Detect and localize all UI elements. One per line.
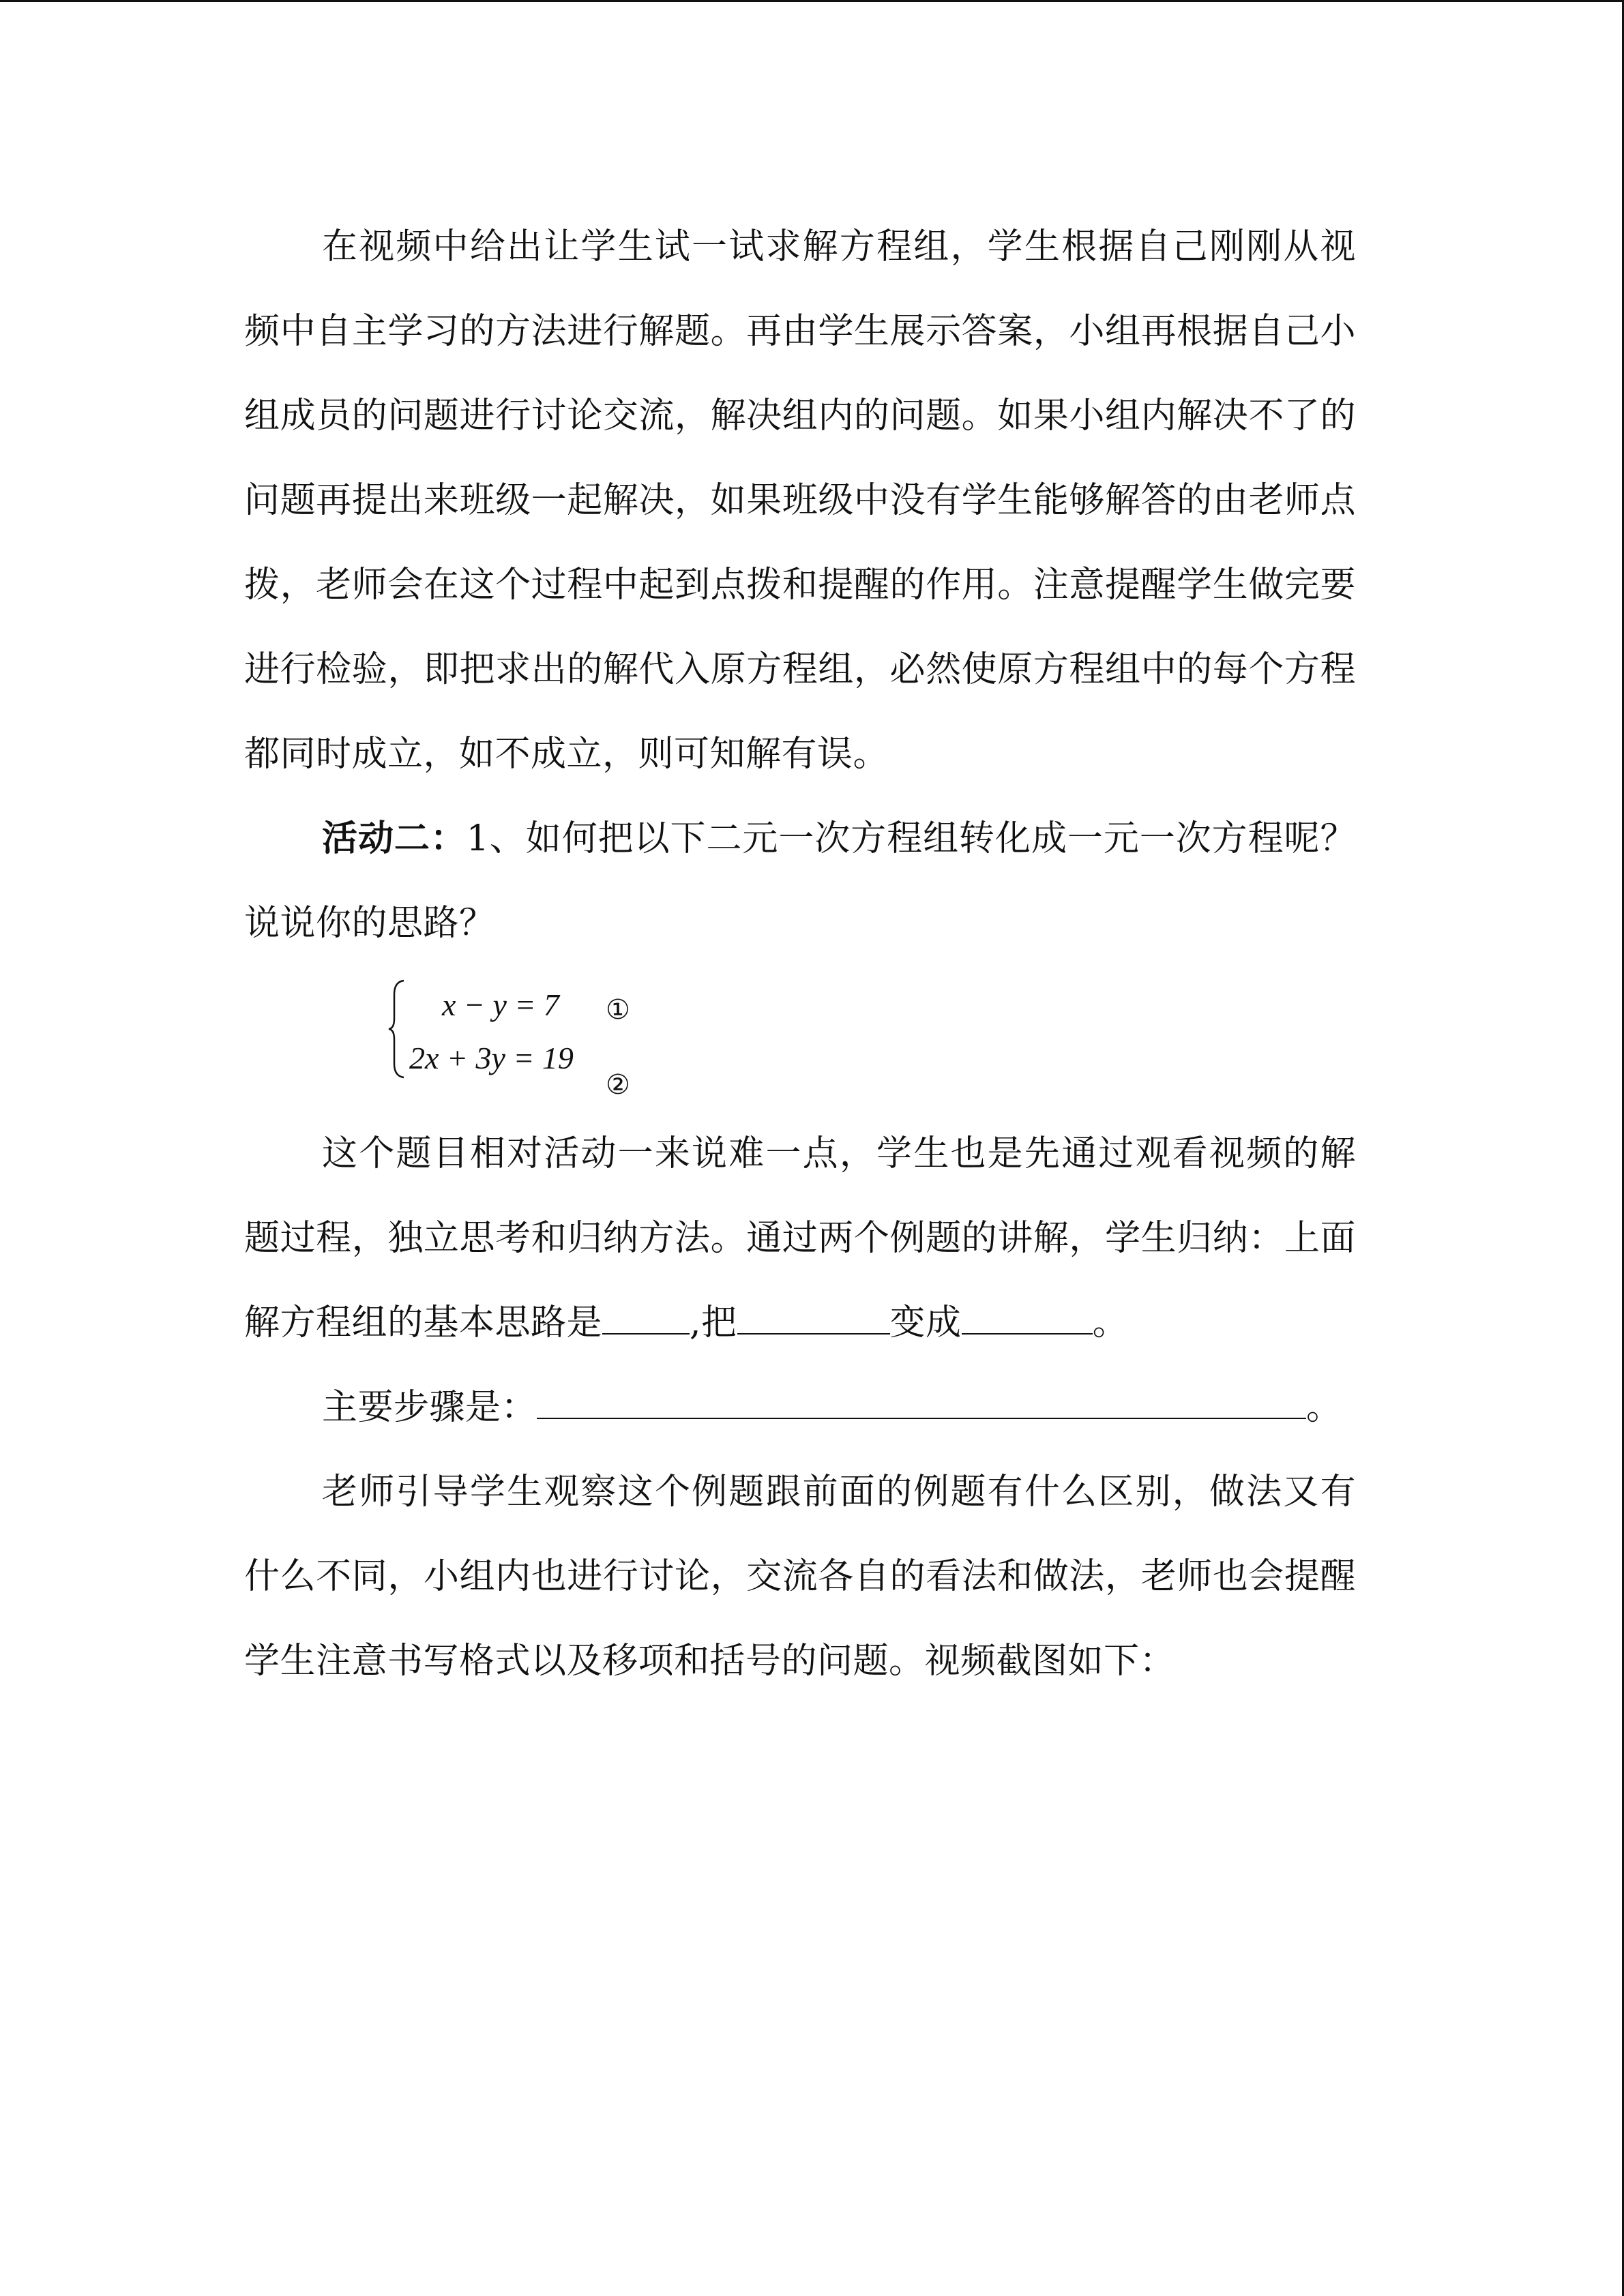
fill-blank-basic-idea <box>602 1296 690 1335</box>
main-steps-label: 主要步骤是： <box>322 1387 537 1428</box>
equation-one-marker: ① <box>606 994 630 1026</box>
paragraph-activity-two <box>244 796 1356 966</box>
equation-system <box>387 972 1356 1109</box>
equation-two-marker: ② <box>606 1069 630 1101</box>
method-summary-text: 这个题目相对活动一来说难一点，学生也是先通过观看视频的解题过程，独立思考和归纳方法。通过两个例题的讲解，学生归纳：上面解方程组的基本思路是 <box>244 1133 1356 1343</box>
activity-two-question: 1、如何把以下二元一次方程组转化成一元一次方程呢？说说你的思路？ <box>244 818 1356 944</box>
method-summary-biancheng: 变成 <box>889 1302 962 1343</box>
page-top-border <box>0 0 1624 2</box>
fill-blank-main-steps <box>537 1381 1306 1419</box>
document-body <box>244 205 1356 1703</box>
paragraph-main-steps <box>244 1365 1356 1450</box>
equation-one: x − y = 7 <box>442 987 559 1022</box>
activity-two-label: 活动二： <box>322 818 467 859</box>
paragraph-teacher-guidance: 老师引导学生观察这个例题跟前面的例题有什么区别，做法又有什么不同，小组内也进行讨论，交流各自的看法和做法，老师也会提醒学生注意书写格式以及移项和括号的问题。视频截图如下： <box>244 1472 1356 1682</box>
paragraph-method-summary <box>244 1112 1356 1365</box>
paragraph-solve-by-video: 在视频中给出让学生试一试求解方程组，学生根据自己刚刚从视频中自主学习的方法进行解题。再由学生展示答案，小组再根据自己小组成员的问题进行讨论交流，解决组内的问题。如果小组内解决不了的问题再提出来班级一起解决，如果班级中没有学生能够解答的由老师点拨，老师会在这个过程中起到点拨和提醒的作用。注意提醒学生做完要进行检验，即把求出的解代入原方程组，必然使原方程组中的每个方程都同时成立，如不成立，则可知解有误。 <box>244 226 1356 775</box>
method-summary-end: 。 <box>1092 1302 1129 1343</box>
main-steps-end: 。 <box>1306 1387 1342 1428</box>
fill-blank-convert-from <box>737 1296 890 1335</box>
fill-blank-convert-to <box>962 1296 1093 1335</box>
left-brace-icon <box>387 978 408 1080</box>
equation-two: 2x + 3y = 19 <box>409 1041 574 1075</box>
method-summary-ba: ,把 <box>690 1302 737 1343</box>
